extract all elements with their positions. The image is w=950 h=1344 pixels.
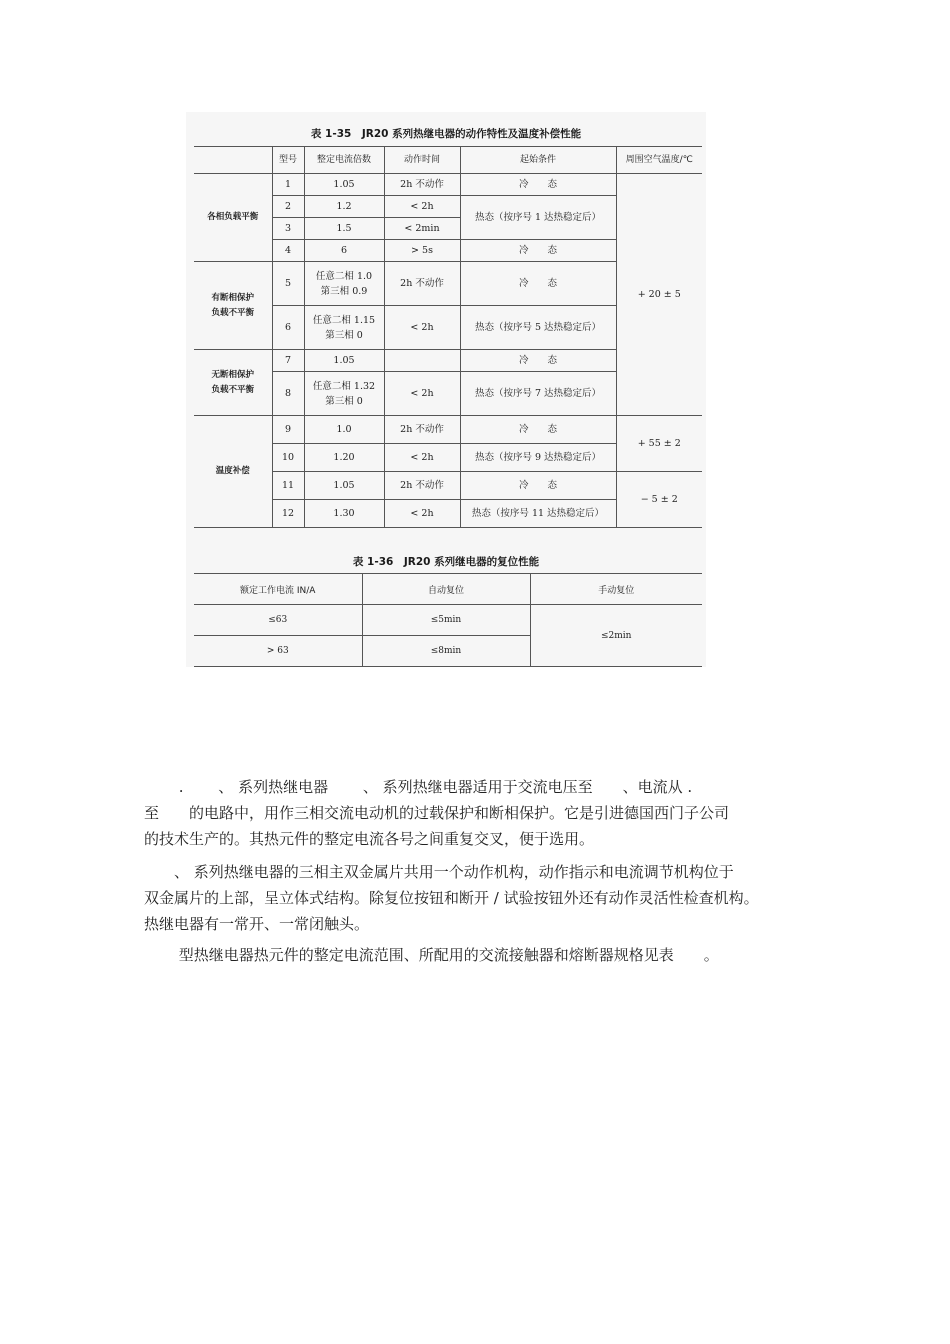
body-paragraph: 型热继电器热元件的整定电流范围、所配用的交流接触器和熔断器规格见表 。 xyxy=(144,946,719,964)
cell-temp: + 20 ± 5 xyxy=(616,174,702,416)
header-cell: 额定工作电流 IN/A xyxy=(194,574,362,605)
cell-time: > 5s xyxy=(384,240,460,262)
group-label: 有断相保护 负载不平衡 xyxy=(194,262,272,350)
cell-mult: 1.0 xyxy=(304,416,384,444)
cell-mult: 1.05 xyxy=(304,472,384,500)
header-cell: 周围空气温度/℃ xyxy=(616,147,702,174)
cell-auto: ≤5min xyxy=(362,605,530,636)
cell-temp: + 55 ± 2 xyxy=(616,416,702,472)
cell-time: < 2h xyxy=(384,372,460,416)
cell-time: < 2h xyxy=(384,306,460,350)
cell-no: 10 xyxy=(272,444,304,472)
cell-cond: 热态（按序号 5 达热稳定后） xyxy=(460,306,616,350)
cell-time: 2h 不动作 xyxy=(384,262,460,306)
table-row xyxy=(194,174,702,196)
header-cell: 手动复位 xyxy=(530,574,702,605)
cell-no: 12 xyxy=(272,500,304,528)
cell-cond: 冷 态 xyxy=(460,262,616,306)
cell-cond: 冷 态 xyxy=(460,416,616,444)
cell-cond: 热态（按序号 9 达热稳定后） xyxy=(460,444,616,472)
group-label: 各相负载平衡 xyxy=(194,174,272,262)
cell-mult: 1.20 xyxy=(304,444,384,472)
cell-no: 1 xyxy=(272,174,304,196)
cell-time: 2h 不动作 xyxy=(384,174,460,196)
group-label: 温度补偿 xyxy=(194,416,272,528)
table-2-header-row xyxy=(194,574,702,605)
cell-time: 2h 不动作 xyxy=(384,416,460,444)
header-cell xyxy=(194,147,272,174)
cell-cond: 冷 态 xyxy=(460,472,616,500)
header-cell: 自动复位 xyxy=(362,574,530,605)
cell-time: 2h 不动作 xyxy=(384,472,460,500)
cell-time xyxy=(384,350,460,372)
cell-mult: 1.2 xyxy=(304,196,384,218)
cell-mult: 1.30 xyxy=(304,500,384,528)
cell-no: 6 xyxy=(272,306,304,350)
table-1-35 xyxy=(194,146,702,528)
cell-cond: 热态（按序号 1 达热稳定后） xyxy=(460,196,616,240)
cell-temp: − 5 ± 2 xyxy=(616,472,702,528)
cell-mult: 1.05 xyxy=(304,350,384,372)
table-1-header-row xyxy=(194,147,702,174)
cell-no: 8 xyxy=(272,372,304,416)
cell-time: < 2min xyxy=(384,218,460,240)
cell-no: 11 xyxy=(272,472,304,500)
table-row xyxy=(194,416,702,444)
cell-mult: 1.5 xyxy=(304,218,384,240)
table-row xyxy=(194,605,702,636)
table-2-caption: 表 1-36 JR20 系列继电器的复位性能 xyxy=(352,556,540,568)
cell-auto: ≤8min xyxy=(362,636,530,667)
cell-no: 5 xyxy=(272,262,304,306)
cell-current: ≤63 xyxy=(194,605,362,636)
cell-mult: 任意二相 1.15 第三相 0 xyxy=(304,306,384,350)
scanned-table-image xyxy=(186,112,706,667)
cell-time: < 2h xyxy=(384,500,460,528)
group-label: 无断相保护 负载不平衡 xyxy=(194,350,272,416)
body-paragraph: . 、 系列热继电器 、 系列热继电器适用于交流电压至 、电流从 . 至 的电路中，用作三相交流电动机的过载保护和断相保护。它是引进德国西门子公司 的技术生产的。其热元件的整定电流各号之间重复交叉，便于选用。 xyxy=(144,778,730,848)
cell-cond: 热态（按序号 7 达热稳定后） xyxy=(460,372,616,416)
cell-cond: 热态（按序号 11 达热稳定后） xyxy=(460,500,616,528)
header-cell: 起始条件 xyxy=(460,147,616,174)
cell-cond: 冷 态 xyxy=(460,350,616,372)
cell-current: > 63 xyxy=(194,636,362,667)
cell-manual: ≤2min xyxy=(530,605,702,667)
cell-mult: 6 xyxy=(304,240,384,262)
cell-mult: 任意二相 1.32 第三相 0 xyxy=(304,372,384,416)
cell-time: < 2h xyxy=(384,196,460,218)
cell-mult: 任意二相 1.0 第三相 0.9 xyxy=(304,262,384,306)
header-cell: 整定电流倍数 xyxy=(304,147,384,174)
cell-no: 3 xyxy=(272,218,304,240)
cell-no: 2 xyxy=(272,196,304,218)
cell-mult: 1.05 xyxy=(304,174,384,196)
body-paragraph: 、 系列热继电器的三相主双金属片共用一个动作机构，动作指示和电流调节机构位于 双金属片的上部，呈立体式结构。除复位按钮和断开 / 试验按钮外还有动作灵活性检查机构。 热继电器有一常开、一常闭触头。 xyxy=(144,863,759,933)
header-cell: 动作时间 xyxy=(384,147,460,174)
cell-no: 9 xyxy=(272,416,304,444)
table-1-36 xyxy=(194,573,702,667)
table-1-caption: 表 1-35 JR20 系列热继电器的动作特性及温度补偿性能 xyxy=(310,128,582,140)
cell-cond: 冷 态 xyxy=(460,240,616,262)
header-cell: 型号 xyxy=(272,147,304,174)
cell-cond: 冷 态 xyxy=(460,174,616,196)
cell-no: 7 xyxy=(272,350,304,372)
cell-time: < 2h xyxy=(384,444,460,472)
cell-no: 4 xyxy=(272,240,304,262)
